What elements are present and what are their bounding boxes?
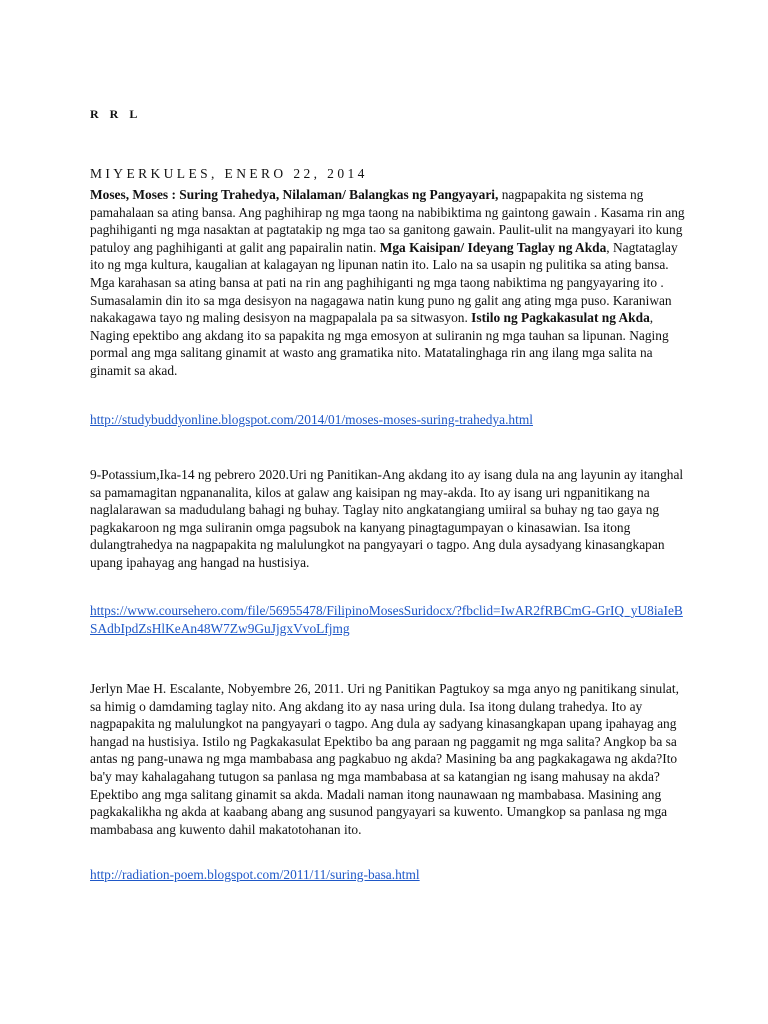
entry-1-text-3: , Naging epektibo ang akdang ito sa papakita ng mga emosyon at suliranin ng mga tauhan sa lipunan. Naging pormal ang mga salitang ginamit at wasto ang gramatika nito. Matatalinghaga rin ang ilang mga salita na ginamit sa akad. <box>90 310 669 378</box>
entry-1-source-link[interactable]: http://studybuddyonline.blogspot.com/2014/01/moses-moses-suring-trahedya.html <box>90 412 533 427</box>
date-heading: MIYERKULES, ENERO 22, 2014 <box>90 166 368 181</box>
entry-3-source-link[interactable]: http://radiation-poem.blogspot.com/2011/11/suring-basa.html <box>90 867 420 882</box>
entry-1-paragraph <box>90 186 690 380</box>
document-title: R R L <box>90 107 142 121</box>
entry-1-bold-heading-1: Moses, Moses : Suring Trahedya, Nilalaman/ Balangkas ng Pangyayari, <box>90 187 499 202</box>
entry-1-bold-heading-3: Istilo ng Pagkakasulat ng Akda <box>471 310 650 326</box>
entry-2-paragraph: 9-Potassium,Ika-14 ng pebrero 2020.Uri ng Panitikan-Ang akdang ito ay isang dula na ang layunin ay itanghal sa pamamagitan ngpananalita, kilos at galaw ang kaisipan ng may-akda. Ito ay isang uri ngpanitikang na naglalarawan sa madudulang bahagi ng buhay. Taglay nito angkatangiang umiiral sa buhay ng tao gaya ng pagkakaroon ng mga suliranin omga pagsubok na kanyang pinagtagumpayan o kinasawian. Isa itong dulangtrahedya na nagpapakita ng malulungkot na pangyayari o tagpo. Ang dula aysadyang kinasangkapan upang ipahayag ang hangad na hustisiya. <box>90 467 684 570</box>
entry-1-bold-heading-2: Mga Kaisipan/ Ideyang Taglay ng Akda <box>379 239 607 255</box>
entry-1-text-2: , Nagtataglay ito ng mga kultura, kaugalian at kalagayan ng lipunan natin ito. Lalo na sa usapin ng pulitika sa ating bansa. Mga karahasan sa ating bansa at pati na rin ang paghihiganti ng mga taong nabiktima ng pangyayaring ito . Sumasalamin din ito sa mga desisyon na nagagawa natin kung puno ng galit ang ating mga puso. Karaniwan nakakagawa tayo ng maling desisyon na magpapalala pa sa sitwasyon. <box>90 239 678 326</box>
entry-3-paragraph: Jerlyn Mae H. Escalante, Nobyembre 26, 2011. Uri ng Panitikan Pagtukoy sa mga anyo ng panitikang sinulat, sa himig o damdaming taglay nito. Ang akdang ito ay nasa uring dula. Isa itong dulang trahedya. Ito ay nagpapakita ng malulungkot na pangyayari o tagpo. Ang dula ay sadyang kinasangkapan upang ipahayag ang hangad na hustisiya. Istilo ng Pagkakasulat Epektibo ba ang paraan ng paggamit ng mga salita? Angkop ba sa antas ng pang-unawa ng mga mambabasa ang pagkabuo ng akda? Masining ba ang pagkakagawa ng akda?Ito ba'y may kahalagahang tutugon sa panlasa ng mga mambabasa at sa katangian ng isang mahusay na akda? Epektibo ang mga salitang ginamit sa akda. Madali naman itong naunawaan ng mambabasa. Masining ang pagkakalikha ng akda at kaabang abang ang susunod pangyayari sa kuwento. Umangkop sa panlasa ng mga mambabasa ang kuwento dahil makatotohanan ito. <box>90 681 679 837</box>
entry-2-source-link[interactable]: https://www.coursehero.com/file/56955478/FilipinoMosesSuridocx/?fbclid=IwAR2fRBCmG-GrIQ_yU8iaIeBSAdbIpdZsHlKeAn48W7Zw9GuJjgxVvoLfjmg <box>90 603 683 636</box>
entry-1-text-1: nagpapakita ng sistema ng pamahalaan sa ating bansa. Ang paghihirap ng mga taong na nabibiktima ng gaintong gawain . Kasama rin ang paghihiganti ng mga nasaktan at pagtatakip ng mga tao sa ganitong gawain. Paulit-ulit na mangyayari ito kung patuloy ang paghihiganti at galit ang papairalin natin. <box>90 187 685 255</box>
